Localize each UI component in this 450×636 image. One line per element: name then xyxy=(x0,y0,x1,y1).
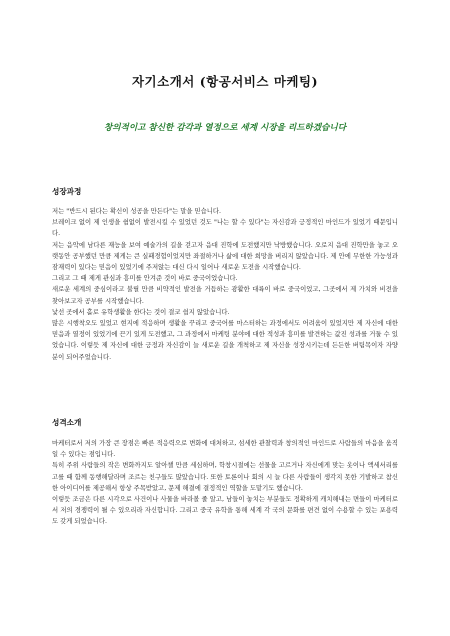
paragraph: 이렇듯 조금은 다른 시각으로 사건이나 사물을 바라볼 줄 알고, 남들이 놓치는 부분들도 정확하게 캐치해내는 면들이 마케터로서 저의 경쟁력이 될 수 있으리라 자신합니다. 그리고 중국 유학을 통해 세계 각 국의 문화를 편견 없이 수용할 수 있는 포용력도 갖게 되었습니다. xyxy=(52,496,398,526)
paragraph: 특히 주위 사람들의 작은 변화까지도 알아챌 만큼 세심하며, 학창시절에는 선물을 고르거나 자신에게 맞는 옷이나 액세서리를 고를 때 함께 동행해달라며 조르는 친구들도 많았습니다. 또한 토론이나 회의 시 늘 다른 사람들이 생각지 못한 기발하고 참신한 아이디어를 제공해서 항상 주목받았고, 문제 해결에 결정적인 역할을 도맡기도 했습니다. xyxy=(52,462,398,492)
paragraph: 저는 음악에 남다른 재능을 보여 예술가의 길을 걷고자 음대 진학에 도전했지만 낙방했습니다. 오로지 음대 진학만을 놓고 오랫동안 공부했던 만큼 제게는 큰 실패경험이었지만 좌절하거나 삶에 대한 희망을 버리지 않았습니다. 제 안에 무한한 가능성과 잠재력이 있다는 믿음이 있었기에 주저앉는 대신 다시 일어나 새로운 도전을 시작했습니다. xyxy=(52,241,398,272)
paragraph: 새로운 세계의 중심이라고 불릴 만큼 비약적인 발전을 거듭하는 광활한 대륙이 바로 중국이었고, 그곳에서 제 가치와 비전을 찾아보고자 공부를 시작했습니다. xyxy=(52,286,398,305)
paragraph: 많은 시행착오도 있었고 현지에 적응하며 생활을 꾸리고 중국어를 마스터하는 과정에서도 어려움이 있었지만 제 자신에 대한 믿음과 열정이 있었기에 끈기 있게 도전했고, 그 과정에서 마케팅 분야에 대한 적성과 흥미를 발견하는 값진 성과를 거둘 수 있었습니다. 이렇듯 제 자신에 대한 긍정과 자신감이 늘 새로운 길을 개척하고 제 자신을 성장시키는데 든든한 버팀목이자 자양분이 되어주었습니다. xyxy=(52,320,398,361)
paragraph: 브레이크 없이 제 인생을 쉼없이 발전시킬 수 있었던 것도 "나는 할 수 있다"는 자신감과 긍정적인 마인드가 있었기 때문입니다. xyxy=(52,219,398,238)
section-heading-growth: 성장과정 xyxy=(52,187,82,196)
paragraph: 저는 "반드시 된다는 확신이 성공을 만든다"는 말을 믿습니다. xyxy=(52,208,222,215)
section-heading-personality: 성격소개 xyxy=(52,418,82,427)
paragraph: 낯선 곳에서 홀로 유학생활을 한다는 것이 결코 쉽지 않았습니다. xyxy=(52,308,230,316)
document-title: 자기소개서 (항공서비스 마케팅) xyxy=(131,74,318,89)
paragraph: 마케터로서 저의 가장 큰 장점은 빠른 적응력으로 변화에 대처하고, 섬세한 관찰력과 창의적인 마인드로 사람들의 마음을 움직일 수 있다는 점입니다. xyxy=(52,440,398,459)
section-body-personality xyxy=(52,438,398,528)
section-body-growth xyxy=(52,206,398,363)
paragraph: 그리고 그 때 제게 관심과 흥미를 안겨준 것이 바로 중국이었습니다. xyxy=(52,275,238,283)
slogan: 창의적이고 참신한 감각과 열정으로 세계 시장을 리드하겠습니다 xyxy=(103,123,347,133)
